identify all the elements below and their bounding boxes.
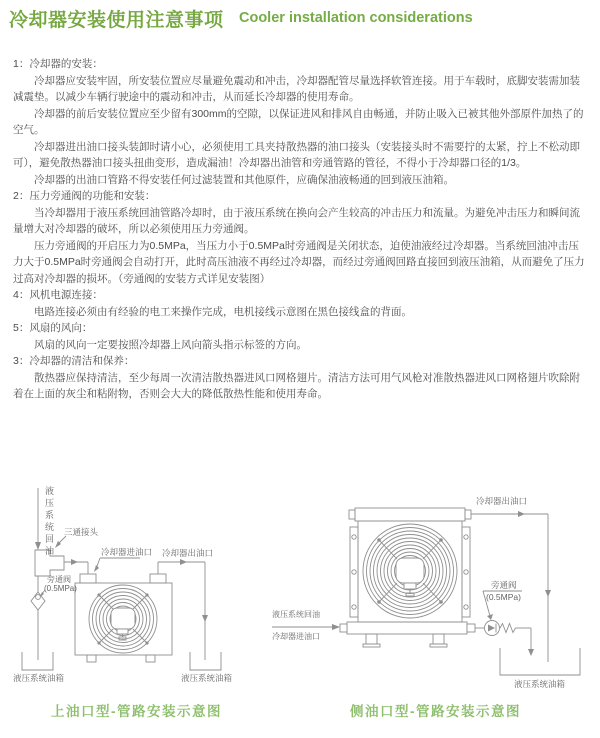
paragraph: 当冷却器用于液压系统回油管路冷却时，由于液压系统在换向会产生较高的冲击压力和流量。为避免冲击压力和瞬间流量增大对冷却器的破坏，所以必须使用压力旁通阀。	[13, 206, 580, 235]
fan-icon	[363, 524, 457, 618]
inlet-pipe	[64, 559, 88, 575]
outlet-port	[467, 624, 475, 632]
paragraph: 压力旁通阀的开启压力为0.5MPa，当压力小于0.5MPa时旁通阀是关闭状态，迫使油液经过冷却器。当系统回油冲击压力大于0.5MPa时旁通阀会自动打开，此时高压油液不再经过冷却器，而经过旁通阀回路直接回到液压油箱，从而避免了压力过高对冷却器的损坏。（旁通阀的安装方式详见安装图）	[13, 239, 585, 285]
spring-icon	[500, 624, 516, 633]
cooler-leg	[363, 634, 447, 647]
bypass-return-pipe	[516, 628, 535, 656]
return-pipe	[35, 488, 41, 550]
page-title: 冷却器安装使用注意事项	[9, 9, 224, 31]
tank-label: 液压系统油箱	[13, 673, 65, 683]
section-heading: 4：风机电源连接：	[13, 289, 103, 301]
outlet-port	[150, 574, 166, 583]
figure-caption: 上油口型-管路安装示意图	[51, 704, 222, 719]
oil-tank-icon	[190, 652, 221, 670]
bypass-pressure-label: (0.5MPa)	[44, 584, 77, 593]
paragraph: 冷却器应安装牢固，所安装位置应尽量避免震动和冲击，冷却器配管尽量选择软管连接。用于车载时，底脚安装需加装减震垫。以减少车辆行驶途中的震动和冲击，从而延长冷却器的使用寿命。	[13, 74, 580, 103]
diagram-side-port-type	[270, 480, 600, 738]
page-subtitle-en: Cooler installation considerations	[239, 10, 473, 26]
bypass-valve-label: 旁通阀	[491, 580, 517, 590]
tank-label: 液压系统油箱	[181, 673, 233, 683]
inlet-label: 冷却器进油口	[101, 547, 153, 557]
oil-tank-icon	[22, 652, 53, 670]
oil-tank-icon	[500, 648, 580, 675]
manifold-cap	[465, 510, 471, 519]
return-line-label: 液压系统回油	[272, 610, 320, 619]
cooler-leg	[87, 655, 96, 662]
top-manifold	[355, 508, 465, 521]
inlet-port	[80, 574, 96, 583]
outlet-label: 冷却器出油口	[476, 496, 528, 506]
paragraph: 散热器应保持清洁，至少每周一次清洁散热器进风口网格翅片。清洁方法可用气风枪对准散热器进风口网格翅片吹除附着在上面的灰尘和粘附物，否则会大大的降低散热性能和使用寿命。	[13, 371, 580, 400]
tank-label: 液压系统油箱	[514, 679, 566, 689]
section-heading: 3：冷却器的清洁和保养：	[13, 355, 135, 367]
paragraph: 电路连接必须由有经验的电工来操作完成，电机接线示意图在黑色接线盒的背面。	[34, 305, 412, 318]
diagram-top-port-type	[0, 480, 300, 738]
section-heading: 1：冷却器的安装：	[13, 58, 103, 70]
section-heading: 5：风扇的风向：	[13, 322, 93, 334]
paragraph: 冷却器的出油口管路不得安装任何过滤装置和其他原件，应确保油液畅通的回到液压油箱。	[34, 173, 454, 186]
tee-label: 三通接头	[64, 527, 99, 537]
tee-leader-arrow	[55, 536, 66, 548]
paragraph: 冷却器进出油口接头装卸时请小心，必须使用工具夹持散热器的油口接头（安装接头时不需要拧的太紧，拧上不松动即可），避免散热器油口接头扭曲变形，造成漏油！冷却器出油管和旁通管路的管径，不得小于冷却器口径的1/3。	[13, 140, 580, 169]
instructions-text	[0, 56, 600, 403]
return-line-label: 液压系统回油	[44, 486, 54, 558]
bottom-manifold	[347, 622, 467, 634]
outlet-label: 冷却器出油口	[162, 548, 214, 558]
paragraph: 冷却器的前后安装位置应至少留有300mm的空隙，以保证进风和排风自由畅通，并防止吸入已被其他外部原件加热了的空气。	[13, 107, 584, 136]
fan-icon	[89, 585, 157, 653]
cooler-leg	[146, 655, 155, 662]
inlet-port	[340, 624, 347, 632]
figure-caption: 侧油口型-管路安装示意图	[350, 704, 521, 719]
bypass-pressure-label: (0.5MPa)	[486, 592, 521, 602]
bypass-valve-icon	[31, 576, 45, 660]
inlet-leader-arrow	[94, 558, 140, 572]
inlet-label: 冷却器进油口	[272, 632, 320, 641]
paragraph: 风扇的风向一定要按照冷却器上风向箭头指示标签的方向。	[34, 338, 307, 351]
section-heading: 2：压力旁通阀的功能和安装：	[13, 190, 156, 202]
check-valve-icon	[475, 621, 500, 636]
inlet-pipe	[272, 624, 340, 630]
bypass-valve-label: 旁通阀	[47, 575, 71, 584]
manifold-cap	[349, 510, 355, 519]
